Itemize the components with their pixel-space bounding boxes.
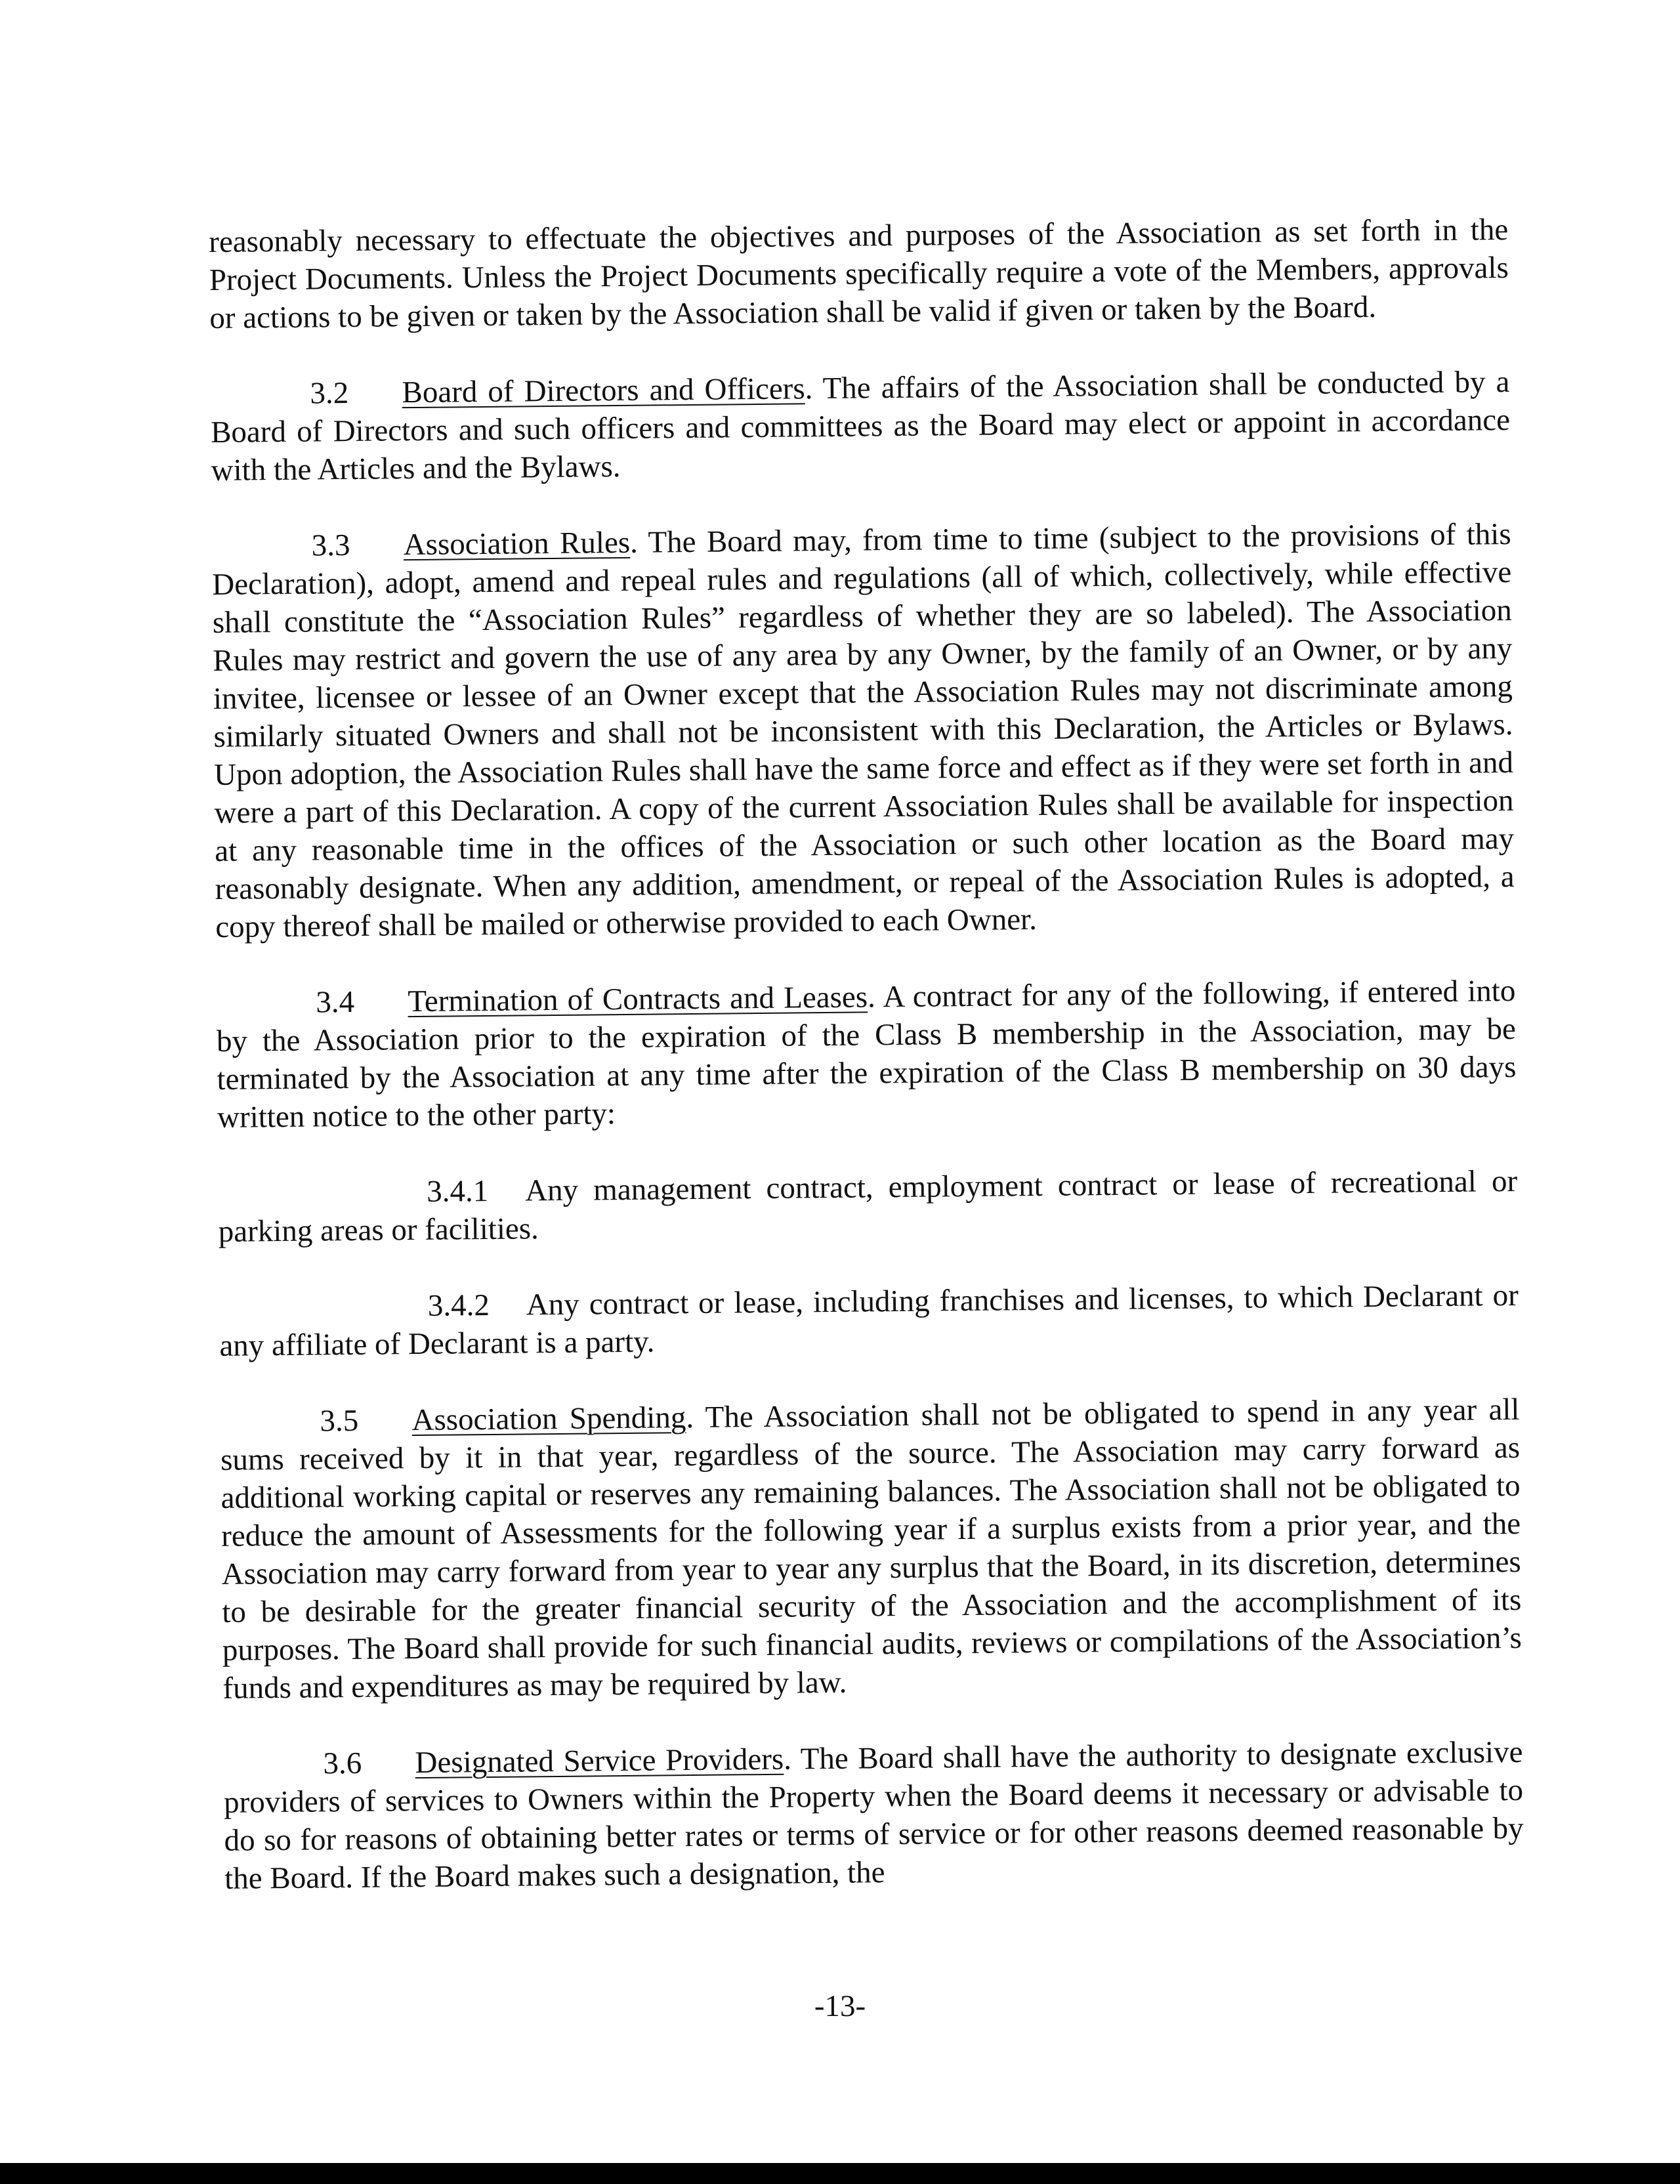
section-number: 3.2 [310,375,349,411]
section-heading: Board of Directors and Officers [402,371,805,410]
subsection-3-4-2 [219,1276,1519,1365]
section-3-6 [223,1733,1524,1898]
section-body: . A contract for any of the following, if entered into by the Association prior to the expiration of the Class B membership in the Association, may be terminated by the Association at any time after the expiration of the Class B membership on 30 days written notice to the other party: [216,973,1517,1135]
page-number: -13- [814,1989,866,2023]
section-body: . The Board shall have the authority to designate exclusive providers of services to Owners within the Property when the Board deems it necessary or advisable to do so for reasons of obtaining better rates or terms of service or for other reasons deemed reasonable by the Board. If the Board makes such a designation, the [223,1734,1524,1896]
section-3-5 [220,1391,1522,1708]
subsection-3-4-1 [218,1162,1518,1251]
section-body: . The Board may, from time to time (subject to the provisions of this Declaration), adopt, amend and repeal rules and regulations (all of which, collectively, while effective shall constitute the “Association Rules” regardless of whether they are so labeled). The Association Rules may restrict and govern the use of any area by any Owner, by the family of an Owner, or by any invitee, licensee or lessee of an Owner except that the Association Rules may not discriminate among similarly situated Owners and shall not be inconsistent with this Declaration, the Articles or Bylaws. Upon adoption, the Association Rules shall have the same force and effect as if they were set forth in and were a part of this Declaration. A copy of the current Association Rules shall be available for inspection at any reasonable time in the offices of the Association or such other location as the Board may reasonably designate. When any addition, amendment, or repeal of the Association Rules is adopted, a copy thereof shall be mailed or otherwise provided to each Owner. [212,516,1515,944]
section-heading: Designated Service Providers [415,1742,784,1780]
document-body [209,211,1524,1936]
section-body: . The affairs of the Association shall be conducted by a Board of Directors and such officers and committees as the Board may elect or appoint in accordance with the Articles and the Bylaws. [210,364,1511,488]
subsection-body: Any management contract, employment contract or lease of recreational or parking areas or facilities. [218,1164,1518,1249]
section-number: 3.4 [316,984,355,1020]
section-body: . The Association shall not be obligated to spend in any year all sums received by it in that year, regardless of the source. The Association may carry forward as additional working capital or reserves any remaining balances. The Association shall not be obligated to reduce the amount of Assessments for the following year if a surplus exists from a prior year, and the Association may carry forward from year to year any surplus that the Board, in its discretion, determines to be desirable for the greater financial security of the Association and the accomplishment of its purposes. The Board shall provide for such financial audits, reviews or compilations of the Association’s funds and expenditures as may be required by law. [220,1392,1522,1706]
intro-paragraph-text: reasonably necessary to effectuate the objectives and purposes of the Association as set forth in the Project Documents. Unless the Project Documents specifically require a vote of the Members, approvals or actions to be given or taken by the Association shall be valid if given or taken by the Board. [209,212,1509,335]
section-number: 3.3 [311,528,350,563]
intro-paragraph [209,211,1509,337]
scan-bottom-border [0,2163,1680,2184]
subsection-number: 3.4.1 [426,1173,489,1209]
section-3-2 [210,363,1511,490]
section-heading: Termination of Contracts and Leases [408,980,868,1019]
section-3-3 [211,515,1515,946]
subsection-number: 3.4.2 [427,1288,490,1323]
section-heading: Association Rules [403,525,631,562]
section-number: 3.6 [323,1746,362,1781]
subsection-body: Any contract or lease, including franchises and licenses, to which Declarant or any affiliate of Declarant is a party. [219,1278,1519,1363]
section-number: 3.5 [320,1403,359,1438]
section-heading: Association Spending [411,1400,686,1438]
section-3-4 [216,972,1517,1137]
